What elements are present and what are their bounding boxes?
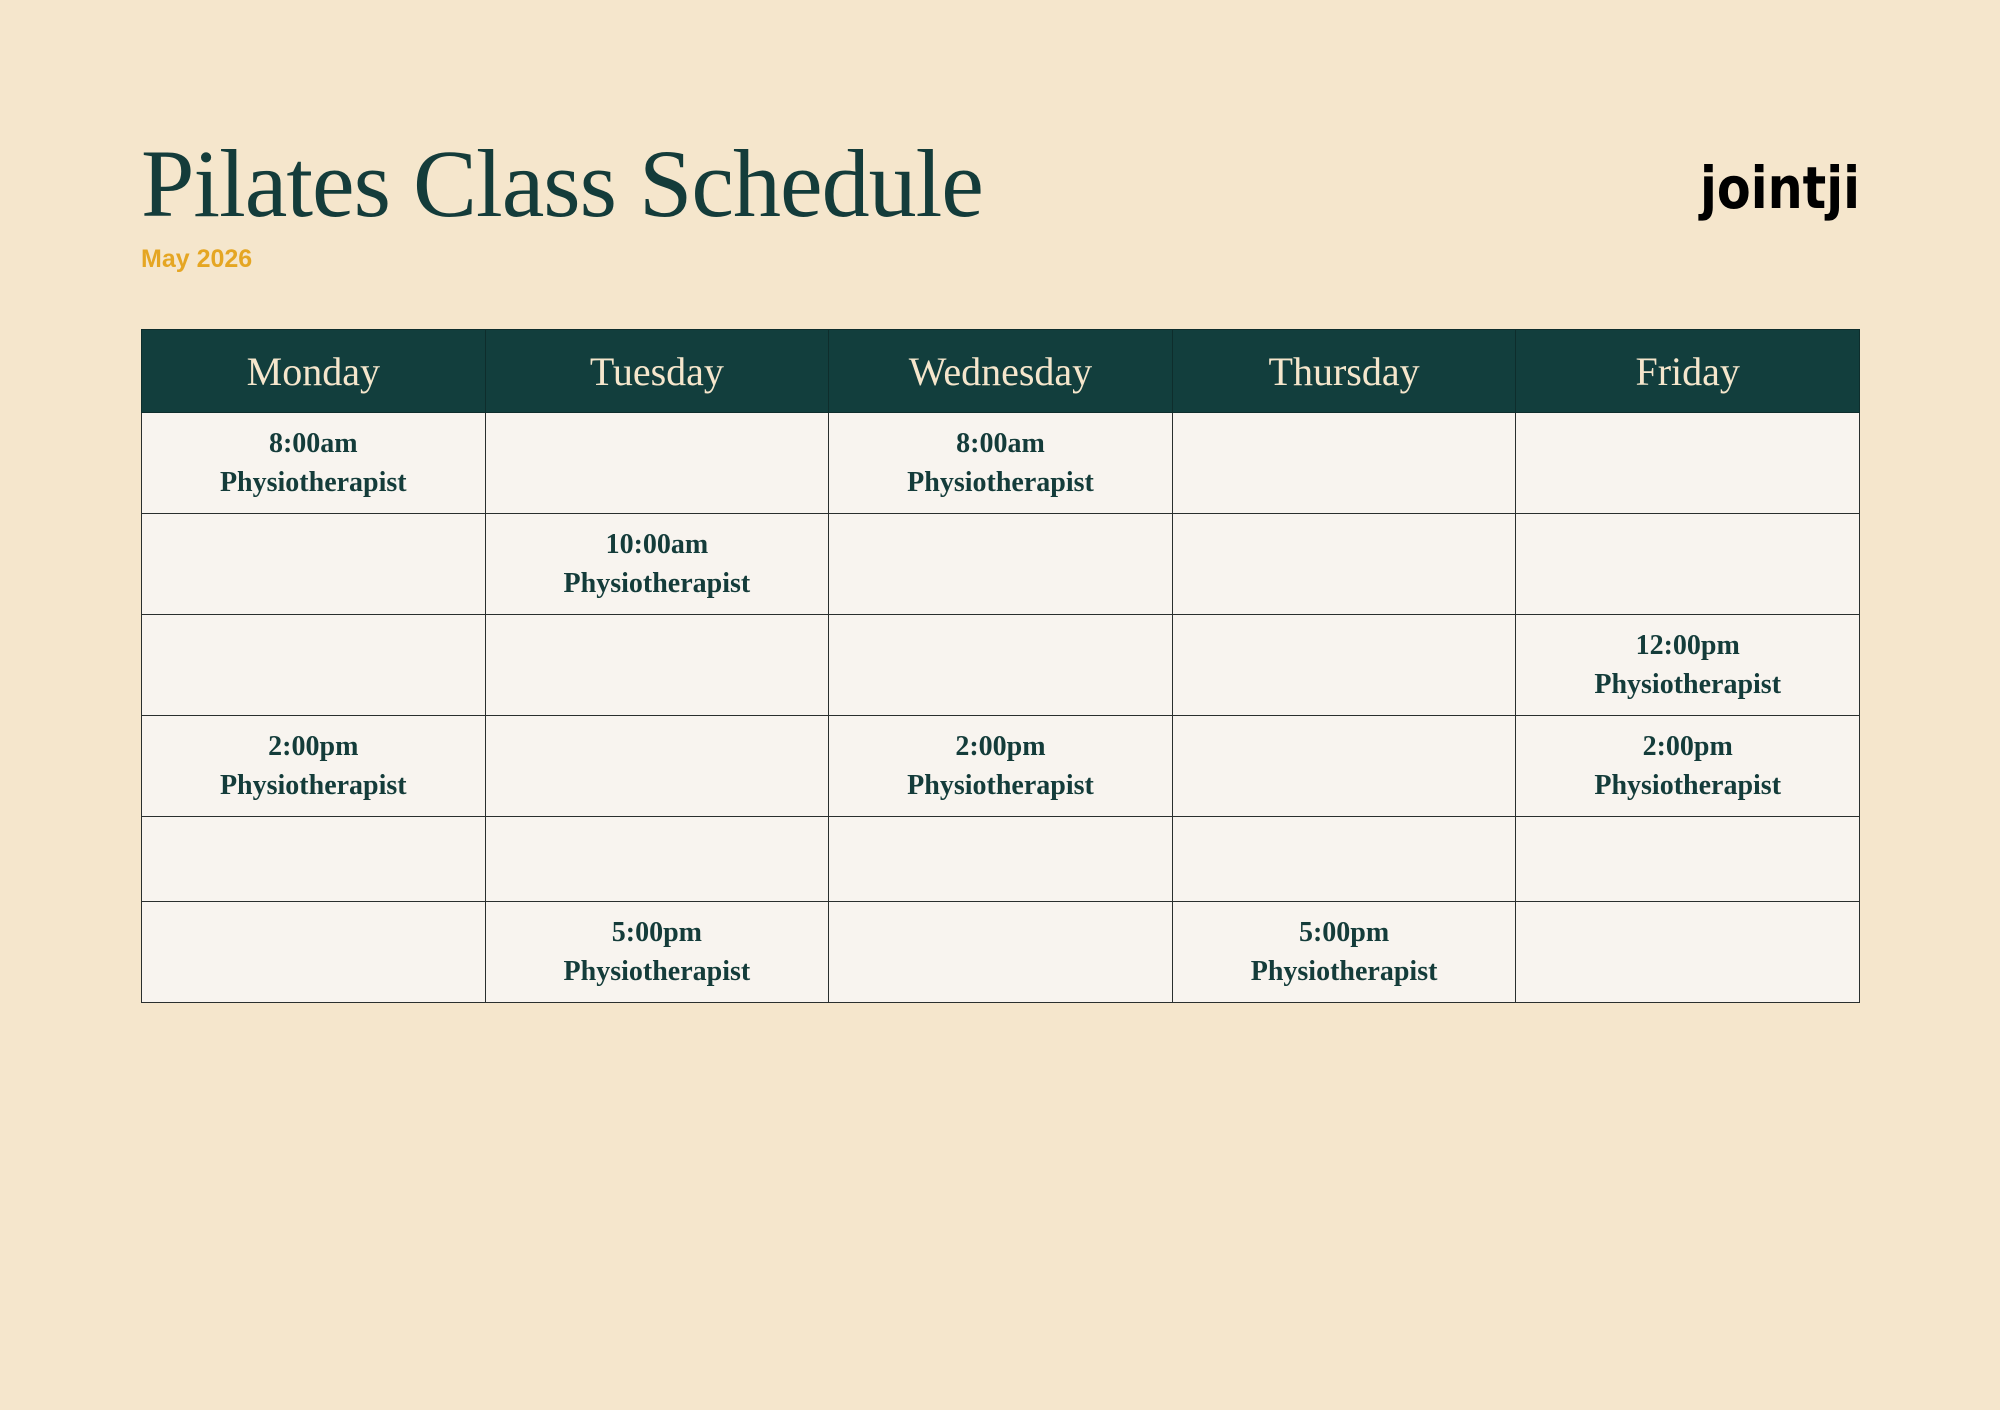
day-header-row — [142, 330, 1860, 413]
schedule-table — [141, 329, 1860, 1003]
schedule-cell — [142, 902, 486, 1003]
day-header-wednesday: Wednesday — [829, 330, 1173, 413]
schedule-row — [142, 615, 1860, 716]
class-instructor: Physiotherapist — [1250, 956, 1438, 987]
schedule-cell — [829, 716, 1173, 817]
schedule-cell — [142, 413, 486, 514]
schedule-cell — [1516, 902, 1860, 1003]
schedule-cell — [829, 514, 1173, 615]
schedule-cell — [1516, 413, 1860, 514]
schedule-row — [142, 716, 1860, 817]
schedule-cell — [1172, 615, 1516, 716]
schedule-cell — [485, 615, 829, 716]
schedule-cell — [1172, 902, 1516, 1003]
schedule-cell — [142, 716, 486, 817]
day-header-tuesday: Tuesday — [485, 330, 829, 413]
schedule-row — [142, 413, 1860, 514]
schedule-cell — [829, 902, 1173, 1003]
schedule-cell — [829, 817, 1173, 902]
schedule-cell — [1516, 716, 1860, 817]
schedule-cell — [485, 413, 829, 514]
page-title: Pilates Class Schedule — [141, 130, 983, 237]
class-instructor: Physiotherapist — [907, 467, 1094, 498]
logo-text: jointji — [1698, 154, 1860, 222]
class-time: 8:00am — [268, 428, 358, 459]
schedule-cell — [1516, 615, 1860, 716]
schedule-row — [142, 817, 1860, 902]
jointji-logo — [1700, 150, 1862, 232]
class-instructor: Physiotherapist — [219, 770, 407, 801]
day-header-monday: Monday — [142, 330, 486, 413]
class-time: 2:00pm — [955, 731, 1046, 762]
schedule-cell — [1172, 413, 1516, 514]
class-instructor: Physiotherapist — [563, 956, 751, 987]
schedule-cell — [1516, 514, 1860, 615]
schedule-row — [142, 902, 1860, 1003]
schedule-cell — [1172, 716, 1516, 817]
schedule-cell — [829, 413, 1173, 514]
schedule-cell — [485, 817, 829, 902]
schedule-cell — [1516, 817, 1860, 902]
class-time: 10:00am — [605, 529, 709, 560]
schedule-cell — [485, 902, 829, 1003]
schedule-cell — [142, 817, 486, 902]
schedule-cell — [1172, 817, 1516, 902]
schedule-cell — [142, 615, 486, 716]
class-time: 12:00pm — [1635, 630, 1740, 661]
schedule-cell — [829, 615, 1173, 716]
schedule-cell — [142, 514, 486, 615]
class-instructor: Physiotherapist — [1594, 770, 1782, 801]
class-time: 2:00pm — [268, 731, 359, 762]
class-instructor: Physiotherapist — [1594, 669, 1782, 700]
class-time: 5:00pm — [611, 917, 702, 948]
day-header-friday: Friday — [1516, 330, 1860, 413]
class-instructor: Physiotherapist — [907, 770, 1094, 801]
class-instructor: Physiotherapist — [563, 568, 751, 599]
class-time: 8:00am — [956, 428, 1045, 459]
schedule-cell — [1172, 514, 1516, 615]
schedule-cell — [485, 514, 829, 615]
schedule-month: May 2026 — [141, 245, 253, 273]
class-instructor: Physiotherapist — [219, 467, 407, 498]
class-time: 5:00pm — [1298, 917, 1390, 948]
day-header-thursday: Thursday — [1172, 330, 1516, 413]
class-time: 2:00pm — [1642, 731, 1733, 762]
schedule-cell — [485, 716, 829, 817]
schedule-row — [142, 514, 1860, 615]
